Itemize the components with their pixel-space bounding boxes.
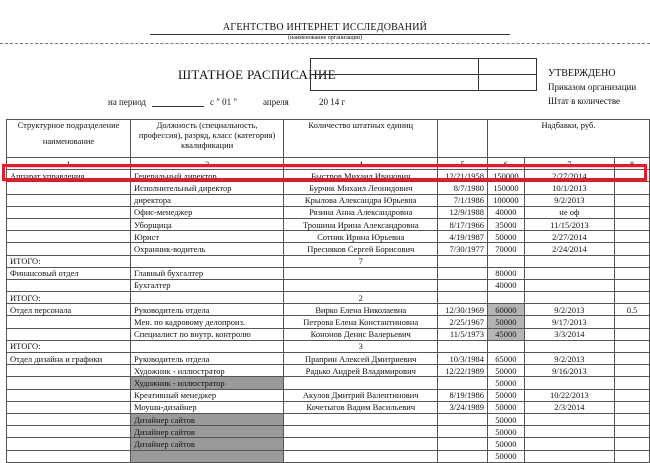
hired-date-cell [524, 377, 614, 389]
position-cell: Юрист [131, 231, 284, 243]
salary-cell: 50000 [488, 377, 525, 389]
extra-cell [615, 365, 650, 377]
salary-cell: 80000 [488, 267, 525, 279]
col-count-header: Количество штатных единиц [284, 120, 438, 158]
department-cell [7, 279, 131, 291]
birth-date-cell [438, 279, 488, 291]
employee-name-cell: Вирко Елена Николаевна [284, 304, 438, 316]
salary-cell: 65000 [488, 353, 525, 365]
extra-cell [615, 231, 650, 243]
employee-name-cell [284, 450, 438, 462]
birth-date-cell [438, 438, 488, 450]
column-number: 5 [438, 158, 488, 170]
position-cell: директора [131, 194, 284, 206]
period-from: с " 01 " [210, 97, 238, 107]
employee-name-cell: Бурчик Михаил Леонидович [284, 182, 438, 194]
approve-title: УТВЕРЖДЕНО [548, 68, 616, 79]
birth-date-cell [438, 377, 488, 389]
column-number: 7 [524, 158, 614, 170]
salary-cell: 40000 [488, 206, 525, 218]
extra-cell [615, 426, 650, 438]
salary-cell [488, 255, 525, 267]
extra-cell [615, 316, 650, 328]
hired-date-cell [524, 292, 614, 304]
position-cell [131, 340, 284, 352]
document-title: ШТАТНОЕ РАСПИСАНИЕ [178, 67, 336, 82]
table-row [7, 328, 650, 340]
position-cell: Дизайнер сайтов [131, 426, 284, 438]
hired-date-cell: 9/2/2013 [524, 353, 614, 365]
table-row [7, 377, 650, 389]
employee-name-cell: 7 [284, 255, 438, 267]
position-cell [131, 450, 284, 462]
extra-cell [615, 206, 650, 218]
salary-cell: 50000 [488, 365, 525, 377]
extra-cell [615, 389, 650, 401]
extra-cell [615, 450, 650, 462]
salary-cell: 50000 [488, 426, 525, 438]
employee-name-cell: 2 [284, 292, 438, 304]
table-row [7, 438, 650, 450]
table-row [7, 389, 650, 401]
table-row [7, 304, 650, 316]
column-number: 6 [488, 158, 525, 170]
position-cell: Художник - иллюстратор [131, 377, 284, 389]
salary-cell: 150000 [488, 170, 525, 182]
position-cell [131, 292, 284, 304]
hired-date-cell: 11/15/2013 [524, 218, 614, 230]
salary-cell: 50000 [488, 450, 525, 462]
extra-cell [615, 377, 650, 389]
employee-name-cell: Кононов Денис Валерьевич [284, 328, 438, 340]
position-cell: Моушн-дизайнер [131, 401, 284, 413]
extra-cell [615, 328, 650, 340]
period-blank [152, 106, 204, 107]
salary-cell: 50000 [488, 413, 525, 425]
department-cell: ИТОГО: [7, 292, 131, 304]
extra-cell [615, 353, 650, 365]
extra-cell [615, 279, 650, 291]
birth-date-cell: 12/21/1958 [438, 170, 488, 182]
birth-date-cell [438, 292, 488, 304]
table-row [7, 413, 650, 425]
table-row [7, 292, 650, 304]
extra-cell [615, 267, 650, 279]
salary-cell: 50000 [488, 231, 525, 243]
period-label: на период [108, 97, 147, 107]
hired-date-cell: 9/17/2013 [524, 316, 614, 328]
organization-name: АГЕНТСТВО ИНТЕРНЕТ ИССЛЕДОВАНИЙ [222, 22, 428, 33]
extra-cell [615, 243, 650, 255]
organization-note: (наименование организации) [288, 35, 362, 41]
position-cell: Мен. по кадровому делопроиз. [131, 316, 284, 328]
salary-cell: 45000 [488, 328, 525, 340]
department-cell [7, 450, 131, 462]
table-row [7, 267, 650, 279]
department-cell: Отдел персонала [7, 304, 131, 316]
column-number: 1 [7, 158, 131, 170]
position-cell: Уборщица [131, 218, 284, 230]
department-cell [7, 194, 131, 206]
column-number: 3 [131, 158, 284, 170]
hired-date-cell: 3/3/2014 [524, 328, 614, 340]
table-row [7, 206, 650, 218]
period-year: 20 14 г [319, 97, 346, 107]
hired-date-cell: 2/27/2014 [524, 170, 614, 182]
department-cell [7, 438, 131, 450]
extra-cell [615, 438, 650, 450]
employee-name-cell [284, 438, 438, 450]
department-cell [7, 182, 131, 194]
approve-staff-count: Штат в количестве [548, 96, 621, 106]
position-cell: Главный бухгалтер [131, 267, 284, 279]
employee-name-cell: Акулов Дмитрий Валентинович [284, 389, 438, 401]
department-cell [7, 413, 131, 425]
hired-date-cell [524, 340, 614, 352]
birth-date-cell: 2/25/1967 [438, 316, 488, 328]
employee-name-cell: Радько Андрей Владимирович [284, 365, 438, 377]
salary-cell: 60000 [488, 304, 525, 316]
salary-cell [488, 340, 525, 352]
birth-date-cell [438, 267, 488, 279]
table-row [7, 279, 650, 291]
salary-cell: 100000 [488, 194, 525, 206]
birth-date-cell [438, 340, 488, 352]
birth-date-cell: 8/7/1980 [438, 182, 488, 194]
column-number: 4 [284, 158, 438, 170]
header-boxes [310, 58, 537, 91]
extra-cell [615, 255, 650, 267]
department-cell [7, 389, 131, 401]
department-cell [7, 316, 131, 328]
employee-name-cell [284, 413, 438, 425]
employee-name-cell: Пресняков Сергей Борисович [284, 243, 438, 255]
period-month: апреля [263, 97, 289, 107]
extra-cell [615, 182, 650, 194]
birth-date-cell: 11/5/1973 [438, 328, 488, 340]
extra-cell [615, 194, 650, 206]
table-row [7, 182, 650, 194]
position-cell: Исполнительный директор [131, 182, 284, 194]
employee-name-cell: Крылова Александра Юрьевна [284, 194, 438, 206]
salary-cell: 50000 [488, 316, 525, 328]
hired-date-cell: 2/24/2014 [524, 243, 614, 255]
extra-cell [615, 292, 650, 304]
hired-date-cell: 10/22/2013 [524, 389, 614, 401]
table-row [7, 365, 650, 377]
department-cell [7, 231, 131, 243]
employee-name-cell: Кочетыгов Вадим Васильевич [284, 401, 438, 413]
table-row [7, 255, 650, 267]
column-number: 8 [615, 158, 650, 170]
extra-cell [615, 218, 650, 230]
hired-date-cell: 10/1/2013 [524, 182, 614, 194]
department-cell [7, 377, 131, 389]
employee-name-cell [284, 377, 438, 389]
position-cell: Офис-менеджер [131, 206, 284, 218]
col-allowances-header: Надбавки, руб. [488, 120, 650, 158]
birth-date-cell: 3/24/1989 [438, 401, 488, 413]
birth-date-cell [438, 426, 488, 438]
department-cell: Аппарат управления [7, 170, 131, 182]
extra-cell [615, 401, 650, 413]
table-row [7, 316, 650, 328]
position-cell: Художник - иллюстратор [131, 365, 284, 377]
employee-name-cell: Быстров Михаил Иванович [284, 170, 438, 182]
hired-date-cell: не оф [524, 206, 614, 218]
hired-date-cell [524, 450, 614, 462]
department-cell [7, 426, 131, 438]
approve-order: Приказом организации [548, 82, 637, 92]
employee-name-cell: Трошина Ирина Александровна [284, 218, 438, 230]
salary-cell: 50000 [488, 389, 525, 401]
salary-cell: 35000 [488, 218, 525, 230]
hired-date-cell: 2/3/2014 [524, 401, 614, 413]
employee-name-cell: Сотник Ирина Юрьевна [284, 231, 438, 243]
birth-date-cell: 7/1/1986 [438, 194, 488, 206]
birth-date-cell [438, 255, 488, 267]
extra-cell [615, 413, 650, 425]
position-cell: Специалист по внутр. контролю [131, 328, 284, 340]
hired-date-cell [524, 413, 614, 425]
department-cell [7, 243, 131, 255]
birth-date-cell: 8/17/1966 [438, 218, 488, 230]
employee-name-cell: 3 [284, 340, 438, 352]
table-row [7, 353, 650, 365]
department-cell [7, 401, 131, 413]
department-cell [7, 218, 131, 230]
col-date-header [438, 120, 488, 158]
position-cell: Бухгалтер [131, 279, 284, 291]
table-row [7, 340, 650, 352]
position-cell: Дизайнер сайтов [131, 438, 284, 450]
hired-date-cell: 2/27/2014 [524, 231, 614, 243]
position-cell: Охранник-водитель [131, 243, 284, 255]
employee-name-cell: Петрова Елена Константиновна [284, 316, 438, 328]
department-cell: Финансовый отдел [7, 267, 131, 279]
salary-cell: 40000 [488, 279, 525, 291]
table-row [7, 218, 650, 230]
table-row [7, 231, 650, 243]
salary-cell: 50000 [488, 438, 525, 450]
department-cell [7, 365, 131, 377]
birth-date-cell: 4/19/1987 [438, 231, 488, 243]
employee-name-cell: Рязина Анна Александровна [284, 206, 438, 218]
department-cell: ИТОГО: [7, 255, 131, 267]
department-cell [7, 206, 131, 218]
divider [0, 43, 650, 44]
salary-cell: 70000 [488, 243, 525, 255]
birth-date-cell: 12/9/1988 [438, 206, 488, 218]
birth-date-cell [438, 450, 488, 462]
position-cell: Креативный менеджер [131, 389, 284, 401]
hired-date-cell: 9/2/2013 [524, 304, 614, 316]
hired-date-cell: 9/16/2013 [524, 365, 614, 377]
birth-date-cell: 12/22/1989 [438, 365, 488, 377]
birth-date-cell: 10/3/1984 [438, 353, 488, 365]
col-position-header: Должность (специальность, профессия), разряд, класс (категория) квалификации [131, 120, 284, 158]
employee-name-cell [284, 279, 438, 291]
table-row [7, 401, 650, 413]
salary-cell: 50000 [488, 401, 525, 413]
department-cell: ИТОГО: [7, 340, 131, 352]
birth-date-cell: 7/30/1977 [438, 243, 488, 255]
table-row [7, 426, 650, 438]
hired-date-cell [524, 267, 614, 279]
table-row [7, 450, 650, 462]
salary-cell [488, 292, 525, 304]
department-cell [7, 328, 131, 340]
position-cell: Генеральный директор [131, 170, 284, 182]
birth-date-cell: 8/19/1986 [438, 389, 488, 401]
position-cell [131, 255, 284, 267]
highlight-box [2, 164, 647, 181]
table-row [7, 194, 650, 206]
extra-cell [615, 340, 650, 352]
birth-date-cell: 12/30/1969 [438, 304, 488, 316]
hired-date-cell [524, 255, 614, 267]
employee-name-cell: Праприн Алексей Дмитриевич [284, 353, 438, 365]
position-cell: Дизайнер сайтов [131, 413, 284, 425]
hired-date-cell [524, 279, 614, 291]
position-cell: Руководитель отдела [131, 353, 284, 365]
department-cell: Отдел дизайна и графики [7, 353, 131, 365]
employee-name-cell [284, 426, 438, 438]
hired-date-cell [524, 438, 614, 450]
hired-date-cell: 9/2/2013 [524, 194, 614, 206]
position-cell: Руководитель отдела [131, 304, 284, 316]
col-department-header: Структурное подразделение наименование [7, 120, 131, 158]
birth-date-cell [438, 413, 488, 425]
extra-cell: 0.5 [615, 304, 650, 316]
table-row [7, 243, 650, 255]
hired-date-cell [524, 426, 614, 438]
employee-name-cell [284, 267, 438, 279]
salary-cell: 150000 [488, 182, 525, 194]
